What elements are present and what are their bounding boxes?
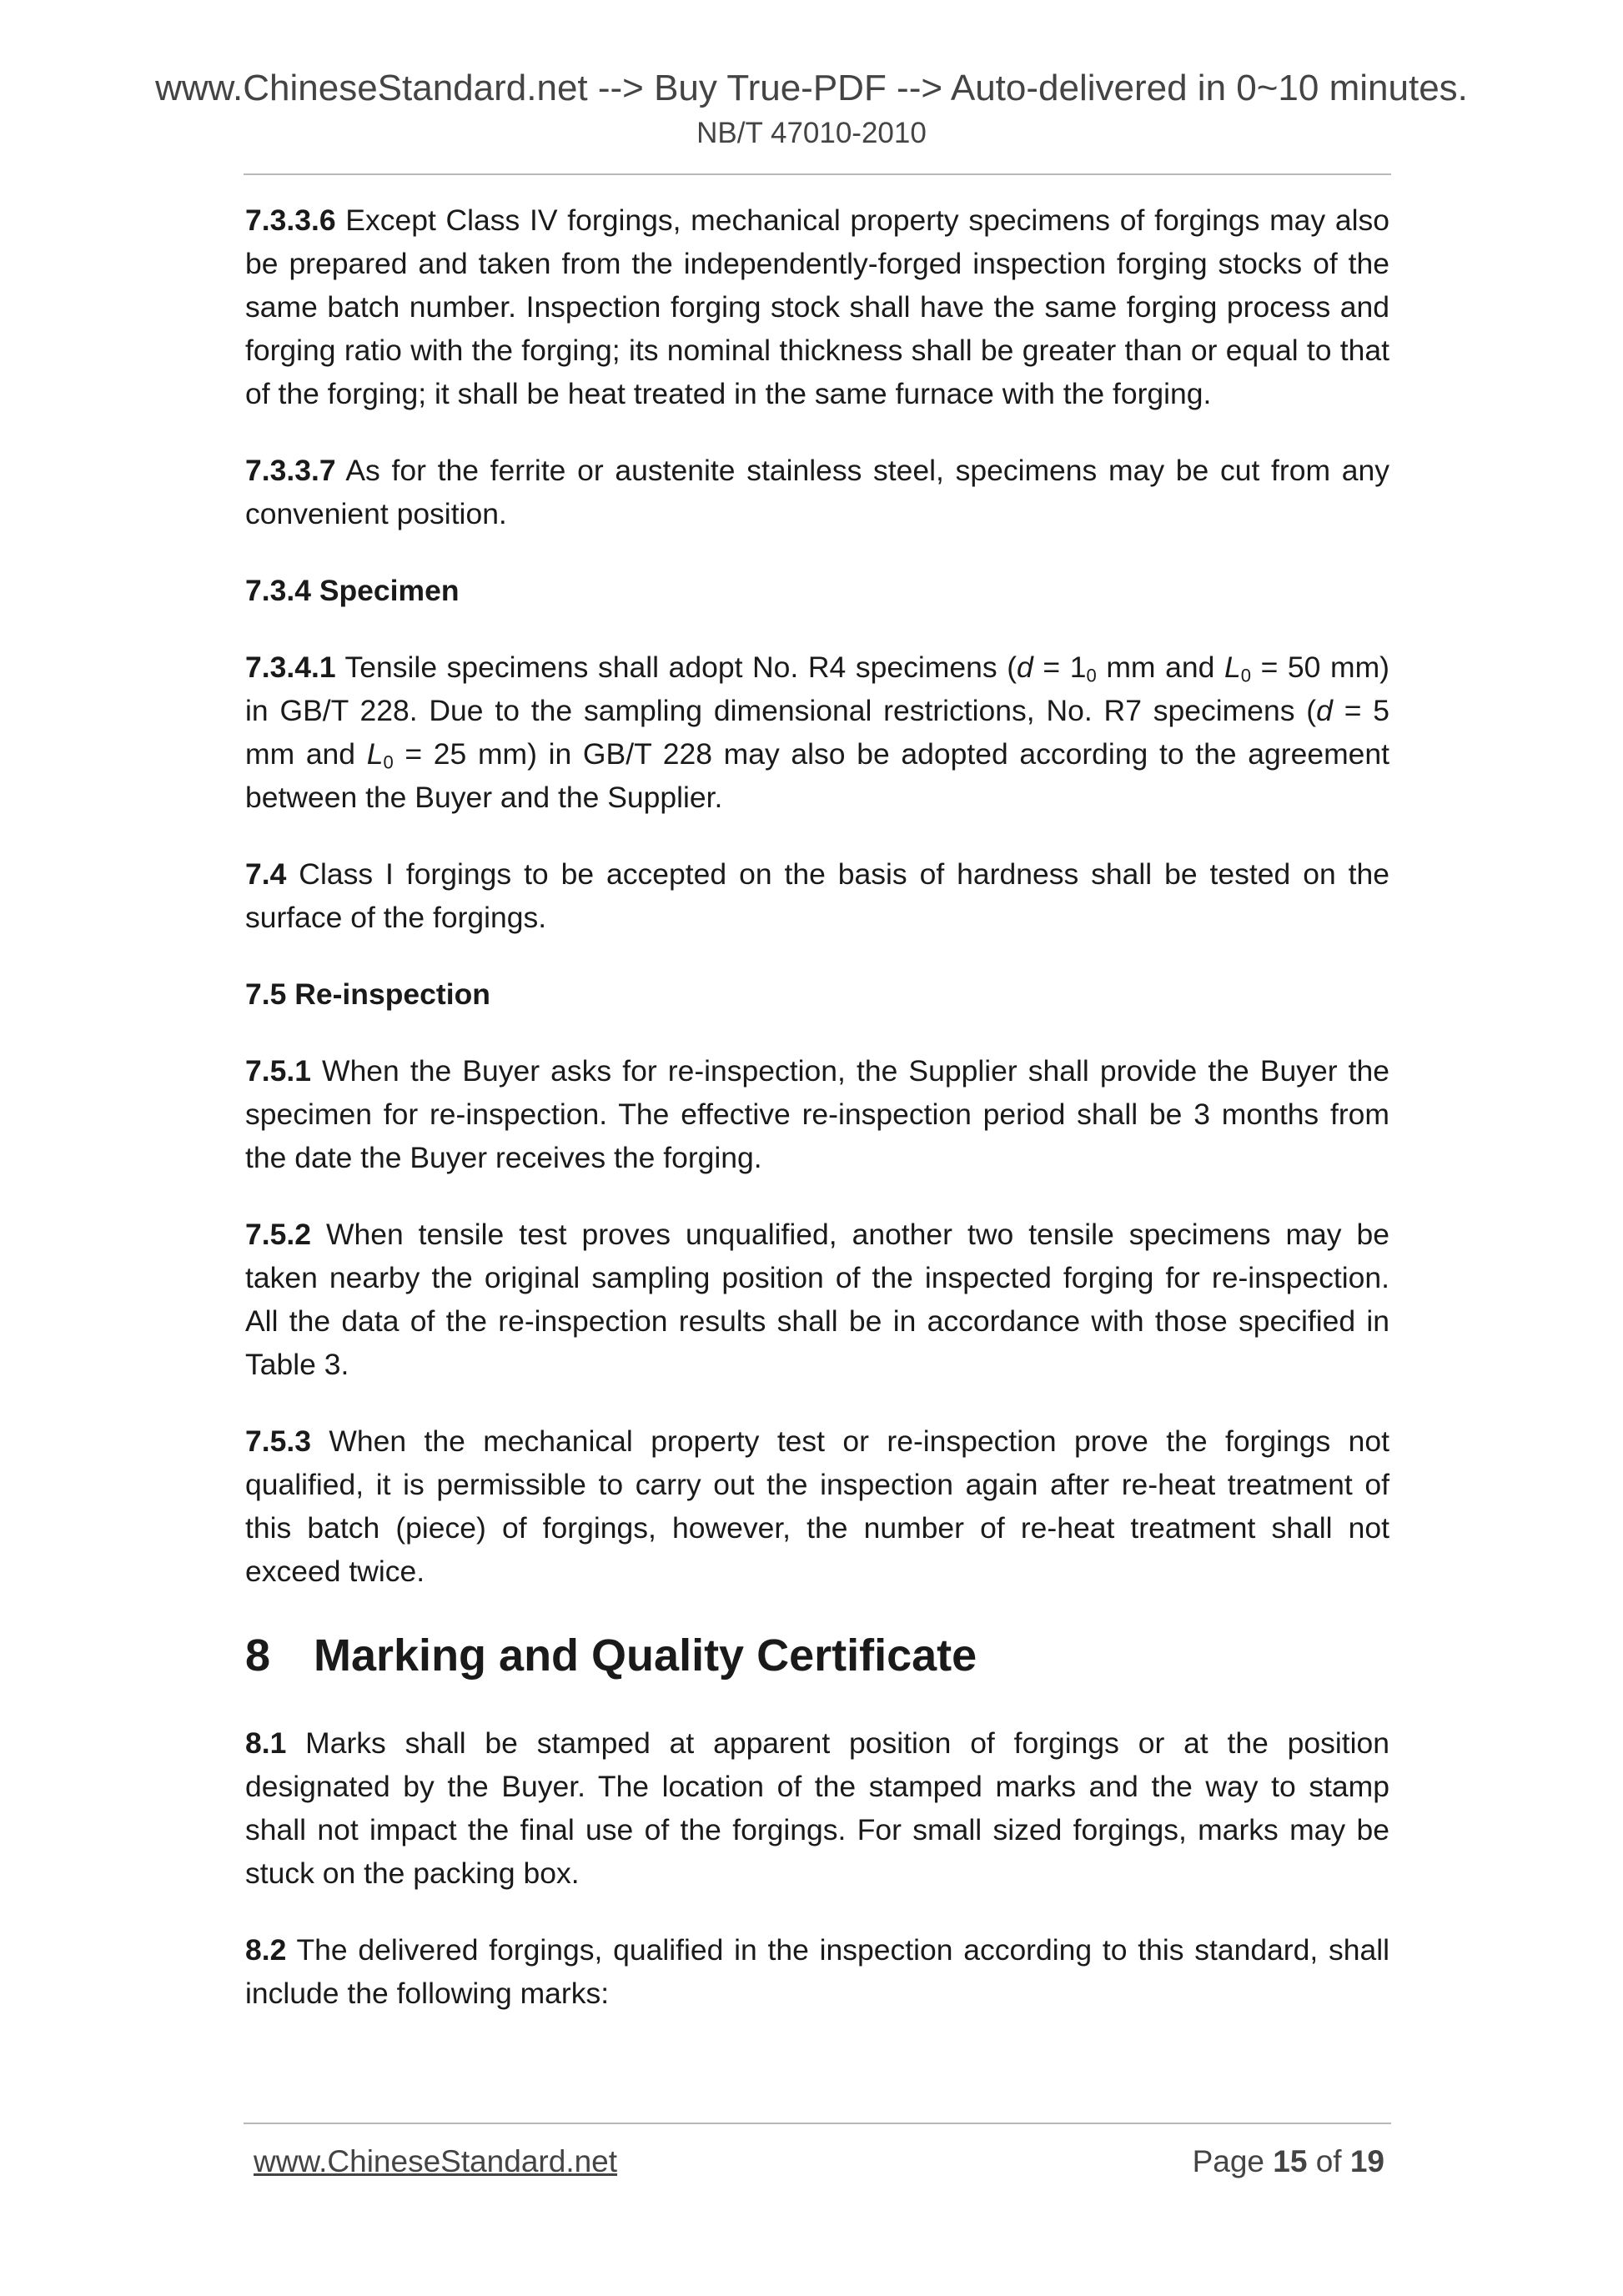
clause-text: Except Class IV forgings, mechanical property specimens of forgings may also be prepared and taken from the independently-forged inspection forging stocks of the same batch number. Inspection forging stock shall have the same forging process and forging ratio with the forging; its nominal thickness shall be greater than or equal to that of the forging; it shall be heat treated in the same furnace with the forging. xyxy=(245,203,1389,410)
clause-number: 8.2 xyxy=(245,1933,287,1967)
clause-7-5-2 xyxy=(245,1213,1389,1386)
clause-7-4 xyxy=(245,852,1389,939)
clause-text: The delivered forgings, qualified in the inspection according to this standard, shall include the following marks: xyxy=(245,1933,1389,2010)
current-page: 15 xyxy=(1273,2144,1308,2178)
page-label: Page xyxy=(1192,2144,1274,2178)
clause-text: = 50 mm) in GB/T 228. Due to the sampling dimensional restrictions, No. R7 specimens ( xyxy=(245,651,1389,727)
clause-text: = 5 mm and xyxy=(245,694,1389,771)
header-divider xyxy=(244,173,1391,175)
clause-number: 7.5.2 xyxy=(245,1218,311,1251)
footer-divider xyxy=(244,2123,1391,2124)
symbol-L: L xyxy=(366,737,384,771)
subscript: 0 xyxy=(383,751,394,773)
clause-number: 7.3.3.6 xyxy=(245,203,336,237)
symbol-d: d xyxy=(1017,651,1033,684)
page-of-label: of xyxy=(1307,2144,1350,2178)
clause-8-1 xyxy=(245,1721,1389,1895)
subscript: 0 xyxy=(1086,665,1097,686)
clause-7-5-3 xyxy=(245,1419,1389,1593)
clause-7-3-3-7 xyxy=(245,449,1389,535)
chapter-title: Marking and Quality Certificate xyxy=(314,1630,977,1681)
clause-text: Tensile specimens shall adopt No. R4 specimens ( xyxy=(335,651,1018,684)
clause-8-2 xyxy=(245,1928,1389,2015)
clause-number: 7.4 xyxy=(245,857,287,891)
clause-text: = 1 xyxy=(1033,651,1087,684)
clause-7-5-1 xyxy=(245,1049,1389,1179)
clause-number: 8.1 xyxy=(245,1726,287,1760)
chapter-number: 8 xyxy=(245,1630,271,1681)
symbol-d: d xyxy=(1316,694,1333,727)
clause-text: As for the ferrite or austenite stainless steel, specimens may be cut from any convenient position. xyxy=(245,454,1389,530)
footer-site-link[interactable]: www.ChineseStandard.net xyxy=(254,2144,618,2178)
clause-text: = 25 mm) in GB/T 228 may also be adopted according to the agreement between the Buyer and the Supplier. xyxy=(245,737,1389,814)
subscript: 0 xyxy=(1240,665,1251,686)
heading-7-5: 7.5 Re-inspection xyxy=(245,977,490,1011)
page-number xyxy=(1193,2142,1384,2182)
heading-7-3-4: 7.3.4 Specimen xyxy=(245,574,460,607)
clause-number: 7.5.3 xyxy=(245,1424,311,1458)
clause-text: When the mechanical property test or re-inspection prove the forgings not qualified, it is permissible to carry out the inspection again after re-heat treatment of this batch (piece) of forgings, however, the number of re-heat treatment shall not exceed twice. xyxy=(245,1424,1389,1588)
clause-7-3-4-1 xyxy=(245,646,1389,819)
clause-7-3-3-6 xyxy=(245,198,1389,415)
total-pages: 19 xyxy=(1349,2144,1384,2178)
clause-number: 7.3.3.7 xyxy=(245,454,336,487)
clause-text: Marks shall be stamped at apparent position of forgings or at the position designated by the Buyer. The location of the stamped marks and the way to stamp shall not impact the final use of the forgings. For small sized forgings, marks may be stuck on the packing box. xyxy=(245,1726,1389,1890)
page-content xyxy=(245,198,1389,2048)
symbol-L: L xyxy=(1224,651,1241,684)
clause-text: When the Buyer asks for re-inspection, the Supplier shall provide the Buyer the specimen for re-inspection. The effective re-inspection period shall be 3 months from the date the Buyer receives the forging. xyxy=(245,1054,1389,1174)
clause-number: 7.5.1 xyxy=(245,1054,311,1088)
standard-number: NB/T 47010-2010 xyxy=(696,117,927,149)
header-banner: www.ChineseStandard.net --> Buy True-PDF --> Auto-delivered in 0~10 minutes. xyxy=(155,68,1468,108)
chapter-8-heading xyxy=(245,1626,1389,1685)
clause-text: mm and xyxy=(1096,651,1224,684)
clause-text: When tensile test proves unqualified, another two tensile specimens may be taken nearby the original sampling position of the inspected forging for re-inspection. All the data of the re-inspection results shall be in accordance with those specified in Table 3. xyxy=(245,1218,1389,1381)
clause-text: Class I forgings to be accepted on the basis of hardness shall be tested on the surface of the forgings. xyxy=(245,857,1389,934)
clause-number: 7.3.4.1 xyxy=(245,651,336,684)
